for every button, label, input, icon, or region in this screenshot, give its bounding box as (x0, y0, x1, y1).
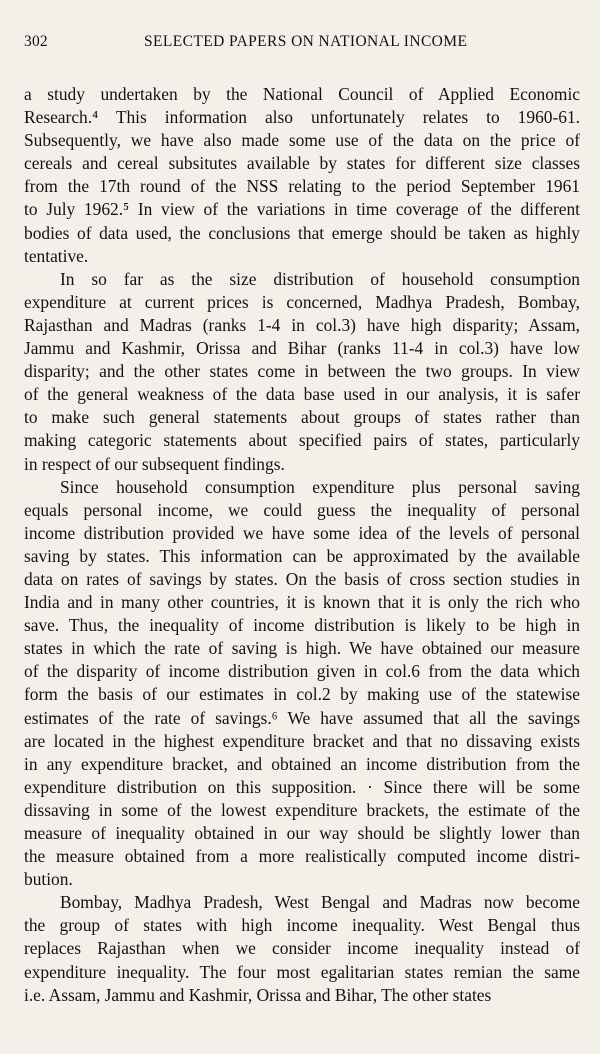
text-line: expenditure inequality. The four most egalitarian states remian the same (24, 961, 580, 982)
text-line: the measure obtained from a more realistically computed income distri- (24, 846, 580, 867)
text-line: form the basis of our estimates in col.2 by making use of the statewise (24, 684, 580, 705)
page-header (24, 33, 580, 55)
text-line: in any expenditure bracket, and obtained an income distribution from the (24, 753, 580, 774)
text-line: bution. (24, 869, 73, 890)
text-line: bodies of data used, the conclusions that emerge should be taken as highly (24, 222, 580, 243)
paragraph (24, 476, 580, 892)
text-line: of the disparity of income distribution given in col.6 from the data which (24, 661, 580, 682)
page-number: 302 (24, 33, 48, 50)
body-text (24, 83, 580, 1007)
text-line: are located in the highest expenditure bracket and that no dissaving exists (24, 730, 580, 751)
paragraph (24, 83, 580, 268)
text-line: Since household consumption expenditure plus personal saving (60, 476, 580, 497)
text-line: saving by states. This information can be approximated by the available (24, 545, 580, 566)
text-line: save. Thus, the inequality of income distribution is likely to be high in (24, 615, 580, 636)
text-line: India and in many other countries, it is known that it is only the rich who (24, 592, 580, 613)
running-title: SELECTED PAPERS ON NATIONAL INCOME (144, 33, 468, 50)
text-line: disparity; and the other states come in between the two groups. In view (24, 361, 580, 382)
text-line: making categoric statements about specified pairs of states, particularly (24, 430, 580, 451)
text-line: Research.⁴ This information also unfortunately relates to 1960-61. (24, 107, 580, 128)
text-line: income distribution provided we have some idea of the levels of personal (24, 522, 580, 543)
text-line: cereals and cereal subsitutes available by states for different size classes (24, 153, 580, 174)
text-line: Subsequently, we have also made some use of the data on the price of (24, 130, 580, 151)
text-line: data on rates of savings by states. On the basis of cross section studies in (24, 568, 580, 589)
text-line: of the general weakness of the data base used in our analysis, it is safer (24, 384, 580, 405)
text-line: the group of states with high income inequality. West Bengal thus (24, 915, 580, 936)
paragraph (24, 268, 580, 476)
book-page (24, 0, 580, 1054)
text-line: to make such general statements about groups of states rather than (24, 407, 580, 428)
text-line: Jammu and Kashmir, Orissa and Bihar (ranks 11-4 in col.3) have low (24, 338, 580, 359)
text-line: replaces Rajasthan when we consider income inequality instead of (24, 938, 580, 959)
text-line: Bombay, Madhya Pradesh, West Bengal and Madras now become (60, 892, 580, 913)
text-line: a study undertaken by the National Council of Applied Economic (24, 84, 580, 104)
text-line: Rajasthan and Madras (ranks 1-4 in col.3) have high disparity; Assam, (24, 314, 580, 335)
text-line: expenditure at current prices is concerned, Madhya Pradesh, Bombay, (24, 291, 580, 312)
text-line: estimates of the rate of savings.⁶ We have assumed that all the savings (24, 707, 580, 728)
text-line: in respect of our subsequent findings. (24, 453, 285, 474)
text-line: from the 17th round of the NSS relating to the period September 1961 (24, 176, 580, 197)
text-line: i.e. Assam, Jammu and Kashmir, Orissa and Bihar, The other states (24, 984, 492, 1005)
text-line: to July 1962.⁵ In view of the variations in time coverage of the different (24, 199, 580, 220)
text-line: states in which the rate of saving is high. We have obtained our measure (24, 638, 580, 659)
text-line: measure of inequality obtained in our way should be slightly lower than (24, 823, 580, 843)
text-line: equals personal income, we could guess the inequality of personal (24, 499, 580, 520)
text-line: expenditure distribution on this supposition. · Since there will be some (24, 776, 580, 797)
text-line: dissaving in some of the lowest expenditure brackets, the estimate of the (24, 799, 580, 820)
paragraph (24, 891, 580, 1006)
text-line: tentative. (24, 245, 89, 266)
text-line: In so far as the size distribution of household consumption (60, 268, 580, 289)
